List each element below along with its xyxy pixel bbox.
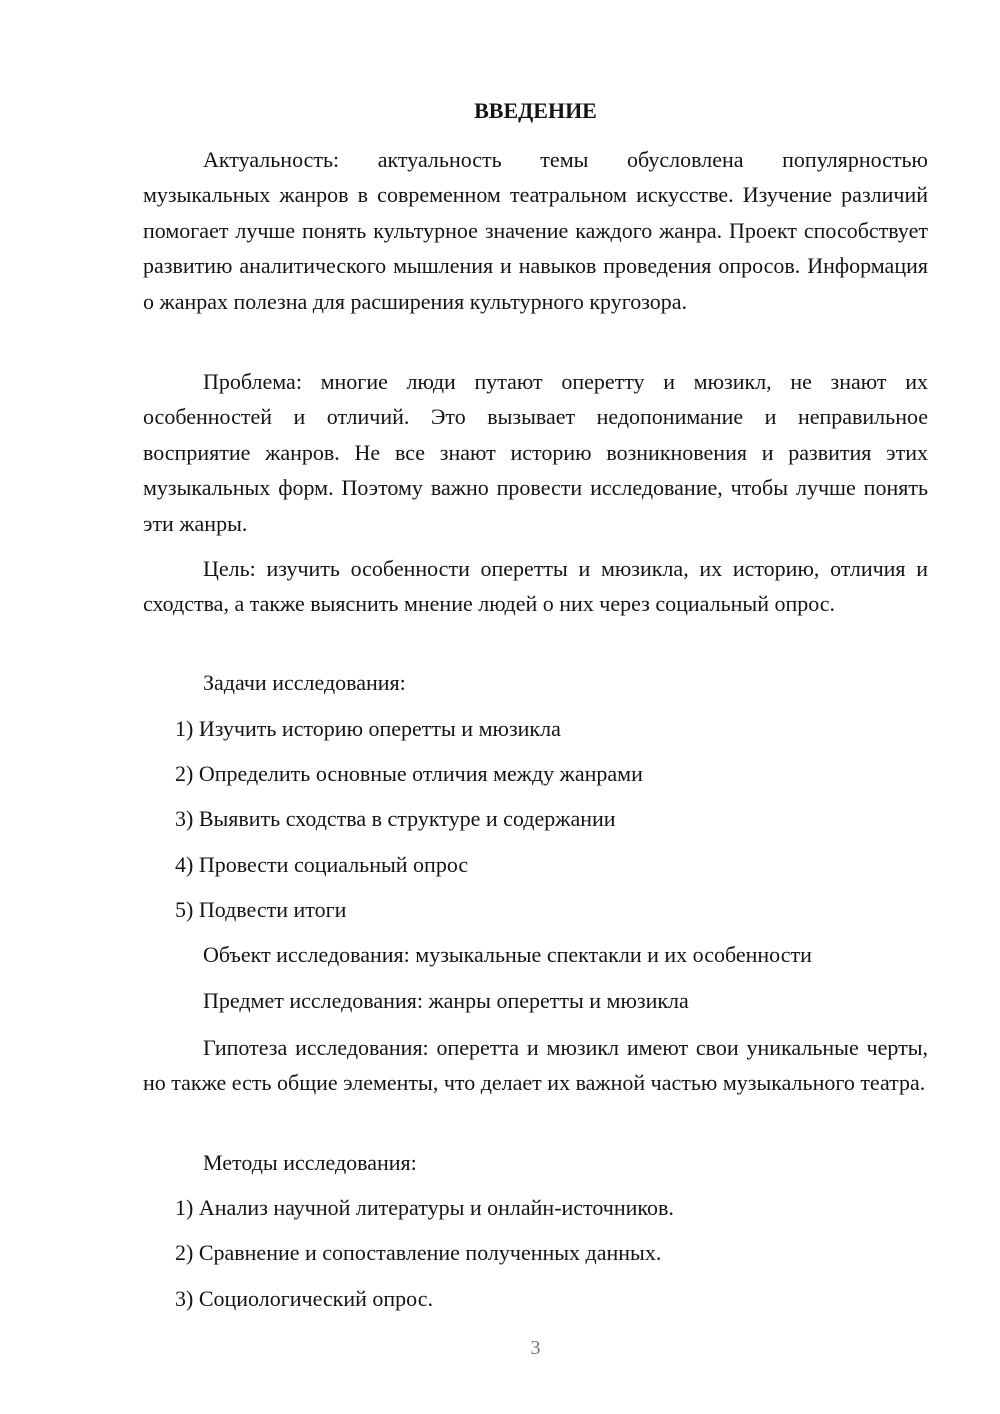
document-page — [143, 0, 928, 1414]
methods-heading: Методы исследования: — [203, 1150, 417, 1175]
method-item-1: 1) Анализ научной литературы и онлайн-источников. — [175, 1195, 674, 1220]
page-title: ВВЕДЕНИЕ — [474, 98, 597, 123]
research-object: Объект исследования: музыкальные спектакли и их особенности — [203, 942, 812, 967]
tasks-heading: Задачи исследования: — [203, 670, 406, 695]
relevance-paragraph: Актуальность: актуальность темы обусловлена популярностью музыкальных жанров в современном театральном искусстве. Изучение различий помогает лучше понять культурное значение каждого жанра. Проект способствует развитию аналитического мышления и навыков проведения опросов. Информация о жанрах полезна для расширения культурного кругозора. — [143, 147, 928, 314]
task-item-1: 1) Изучить историю оперетты и мюзикла — [175, 716, 561, 741]
task-item-2: 2) Определить основные отличия между жанрами — [175, 761, 643, 786]
hypothesis-paragraph: Гипотеза исследования: оперетта и мюзикл имеют свои уникальные черты, но также есть общие элементы, что делает их важной частью музыкального театра. — [143, 1035, 928, 1096]
goal-paragraph: Цель: изучить особенности оперетты и мюзикла, их историю, отличия и сходства, а также выяснить мнение людей о них через социальный опрос. — [143, 556, 928, 617]
task-item-3: 3) Выявить сходства в структуре и содержании — [175, 806, 616, 831]
method-item-3: 3) Социологический опрос. — [175, 1286, 433, 1311]
task-item-5: 5) Подвести итоги — [175, 897, 347, 922]
problem-paragraph: Проблема: многие люди путают оперетту и мюзикл, не знают их особенностей и отличий. Это вызывает недопонимание и неправильное восприятие жанров. Не все знают историю возникновения и развития этих музыкальных форм. Поэтому важно провести исследование, чтобы лучше понять эти жанры. — [143, 369, 928, 536]
method-item-2: 2) Сравнение и сопоставление полученных данных. — [175, 1240, 662, 1265]
research-subject: Предмет исследования: жанры оперетты и мюзикла — [203, 988, 689, 1013]
page-number: 3 — [530, 1337, 541, 1359]
task-item-4: 4) Провести социальный опрос — [175, 852, 469, 877]
